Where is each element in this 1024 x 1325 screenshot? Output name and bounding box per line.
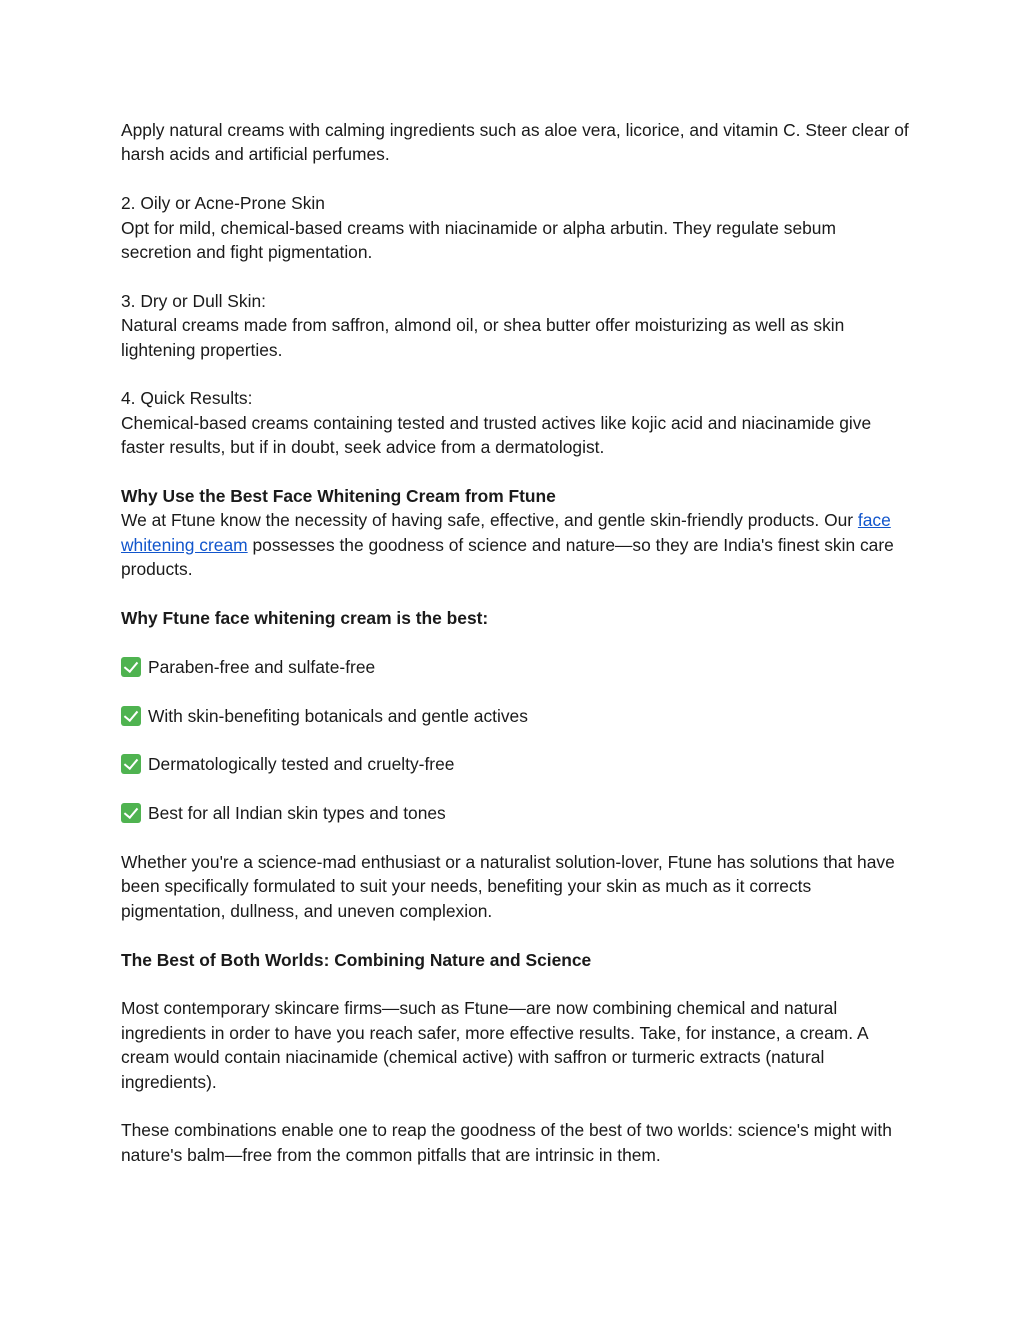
skin-type-heading-oily: 2. Oily or Acne-Prone Skin bbox=[121, 193, 325, 214]
why-ftune-heading: Why Use the Best Face Whitening Cream from Ftune bbox=[121, 486, 556, 507]
benefit-item bbox=[121, 655, 911, 679]
skin-type-body-oily: Opt for mild, chemical-based creams with niacinamide or alpha arbutin. They regulate sebum secretion and fight pigmentation. bbox=[121, 217, 836, 263]
benefit-item-label: Best for all Indian skin types and tones bbox=[148, 803, 446, 824]
check-mark-icon bbox=[121, 657, 141, 677]
benefit-item bbox=[121, 704, 911, 728]
benefit-item bbox=[121, 752, 911, 776]
document-page bbox=[121, 118, 911, 1167]
benefit-item bbox=[121, 801, 911, 825]
skin-type-heading-dry: 3. Dry or Dull Skin: bbox=[121, 290, 266, 311]
check-mark-icon bbox=[121, 803, 141, 823]
benefit-item-label: Paraben-free and sulfate-free bbox=[148, 656, 376, 677]
why-ftune-text-before: We at Ftune know the necessity of having safe, effective, and gentle skin-friendly products. Our bbox=[121, 510, 858, 531]
check-mark-icon bbox=[121, 754, 141, 774]
summary-paragraph: Whether you're a science-mad enthusiast or a naturalist solution-lover, Ftune has solutions that have been specifically formulated to suit your needs, benefiting your skin as much as it corrects pigmentation, dullness, and uneven complexion. bbox=[121, 852, 895, 921]
why-ftune-paragraph bbox=[121, 508, 911, 581]
skin-type-body-dry: Natural creams made from saffron, almond oil, or shea butter offer moisturizing as well as skin lightening properties. bbox=[121, 315, 845, 360]
both-worlds-paragraph-2: These combinations enable one to reap the goodness of the best of two worlds: science's might with nature's balm—free from the common pitfalls that are intrinsic in them. bbox=[121, 1120, 892, 1165]
both-worlds-paragraph-1: Most contemporary skincare firms—such as Ftune—are now combining chemical and natural ingredients in order to have you reach safer, more effective results. Take, for instance, a cream. A cream would contain niacinamide (chemical active) with saffron or turmeric extracts (natural ingredients). bbox=[121, 998, 868, 1092]
skin-type-heading-quick: 4. Quick Results: bbox=[121, 388, 253, 409]
check-mark-icon bbox=[121, 706, 141, 726]
benefit-item-label: With skin-benefiting botanicals and gentle actives bbox=[148, 705, 528, 726]
best-heading: Why Ftune face whitening cream is the best: bbox=[121, 608, 489, 629]
both-worlds-heading: The Best of Both Worlds: Combining Nature and Science bbox=[121, 949, 592, 970]
intro-paragraph: Apply natural creams with calming ingredients such as aloe vera, licorice, and vitamin C. Steer clear of harsh acids and artificial perfumes. bbox=[121, 120, 909, 165]
face-whitening-cream-link[interactable]: face whitening cream bbox=[121, 510, 891, 555]
skin-type-body-quick: Chemical-based creams containing tested and trusted actives like kojic acid and niacinamide give faster results, but if in doubt, seek advice from a dermatologist. bbox=[121, 412, 872, 458]
benefit-item-label: Dermatologically tested and cruelty-free bbox=[148, 754, 455, 775]
why-ftune-text-after: possesses the goodness of science and nature—so they are India's finest skin care products. bbox=[121, 534, 894, 580]
